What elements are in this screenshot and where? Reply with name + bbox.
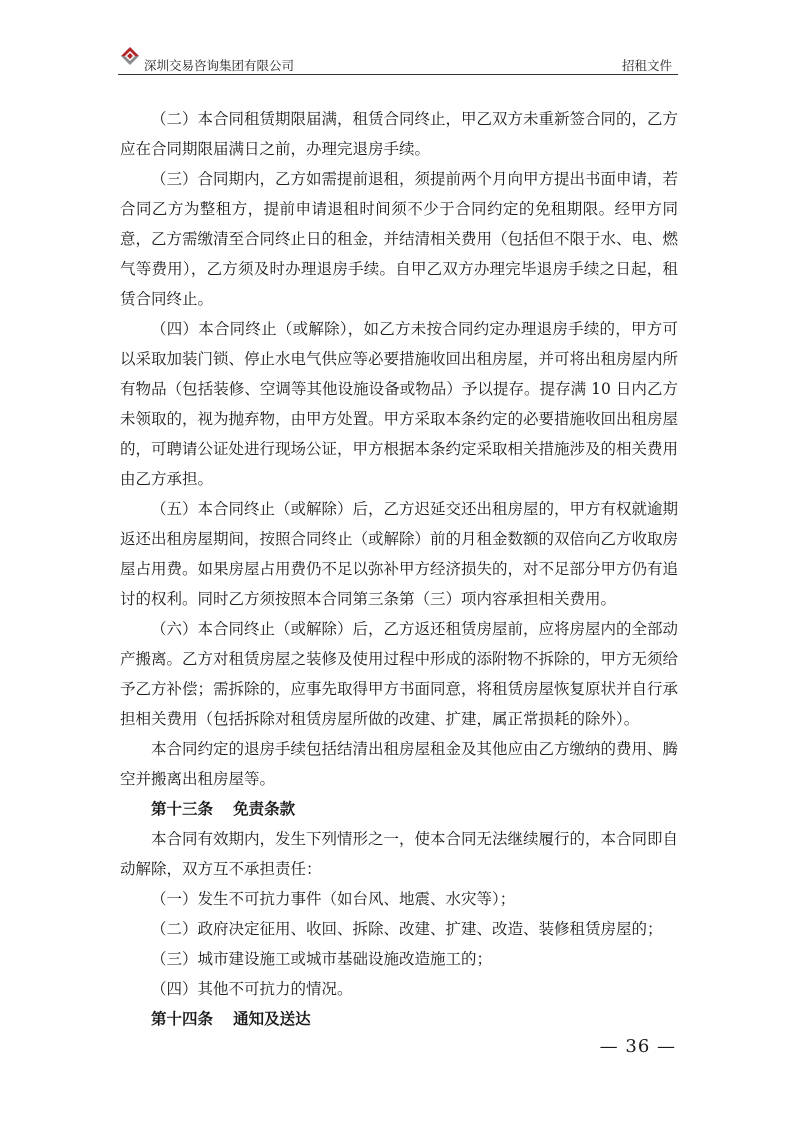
page-header: [118, 40, 678, 76]
article-number: 第十四条: [151, 1009, 214, 1028]
list-item: （一）发生不可抗力事件（如台风、地震、水灾等）；: [151, 890, 516, 908]
paragraph: （六）本合同终止（或解除）后，乙方返还租赁房屋前，应将房屋内的全部动产搬离。乙方对租赁房屋之装修及使用过程中形成的添附物不拆除的，甲方无须给予乙方补偿；需拆除的，应事先取得甲方书面同意，将租赁房屋恢复原状并自行承担相关费用（包括拆除对租赁房屋所做的改建、扩建，属正常损耗的除外）。: [120, 620, 679, 728]
page-number: — 36 —: [599, 1036, 676, 1057]
list-item: （三）城市建设施工或城市基础设施改造施工的；: [151, 950, 493, 968]
document-body: [120, 104, 678, 1034]
company-logo-icon: [118, 42, 142, 70]
paragraph: （五）本合同终止（或解除）后，乙方迟延交还出租房屋的，甲方有权就逾期返还出租房屋期间，按照合同终止（或解除）前的月租金数额的双倍向乙方收取房屋占用费。如果房屋占用费仍不足以弥补甲方经济损失的，对不足部分甲方仍有追讨的权利。同时乙方须按照本合同第三条第（三）项内容承担相关费用。: [120, 500, 679, 608]
article-title: 通知及送达: [233, 1009, 311, 1028]
list-item: （二）政府决定征用、收回、拆除、改建、扩建、改造、装修租赁房屋的；: [151, 920, 663, 938]
article-number: 第十三条: [151, 799, 214, 818]
paragraph: 本合同有效期内，发生下列情形之一，使本合同无法继续履行的，本合同即自动解除，双方互不承担责任：: [120, 830, 679, 878]
company-name: 深圳交易咨询集团有限公司: [144, 58, 295, 73]
paragraph: （三）合同期内，乙方如需提前退租，须提前两个月向甲方提出书面申请，若合同乙方为整租方，提前申请退租时间须不少于合同约定的免租期限。经甲方同意，乙方需缴清至合同终止日的租金，并结清相关费用（包括但不限于水、电、燃气等费用），乙方须及时办理退房手续。自甲乙双方办理完毕退房手续之日起，租赁合同终止。: [120, 170, 679, 308]
article-title: 免责条款: [233, 799, 296, 818]
paragraph: 本合同约定的退房手续包括结清出租房屋租金及其他应由乙方缴纳的费用、腾空并搬离出租房屋等。: [120, 740, 679, 788]
header-rule: [118, 74, 678, 75]
document-type: 招租文件: [621, 58, 672, 73]
list-item: （四）其他不可抗力的情况。: [151, 980, 353, 998]
article-13-heading: [120, 794, 678, 824]
paragraph: （二）本合同租赁期限届满，租赁合同终止，甲乙双方未重新签合同的，乙方应在合同期限届满日之前，办理完退房手续。: [120, 110, 679, 158]
article-14-heading: [120, 1004, 678, 1034]
paragraph: （四）本合同终止（或解除），如乙方未按合同约定办理退房手续的，甲方可以采取加装门锁、停止水电气供应等必要措施收回出租房屋，并可将出租房屋内所有物品（包括装修、空调等其他设施设备或物品）予以提存。提存满 10 日内乙方未领取的，视为抛弃物，由甲方处置。甲方采取本条约定的必要措施收回出租房屋的，可聘请公证处进行现场公证，甲方根据本条约定采取相关措施涉及的相关费用由乙方承担。: [120, 320, 679, 488]
